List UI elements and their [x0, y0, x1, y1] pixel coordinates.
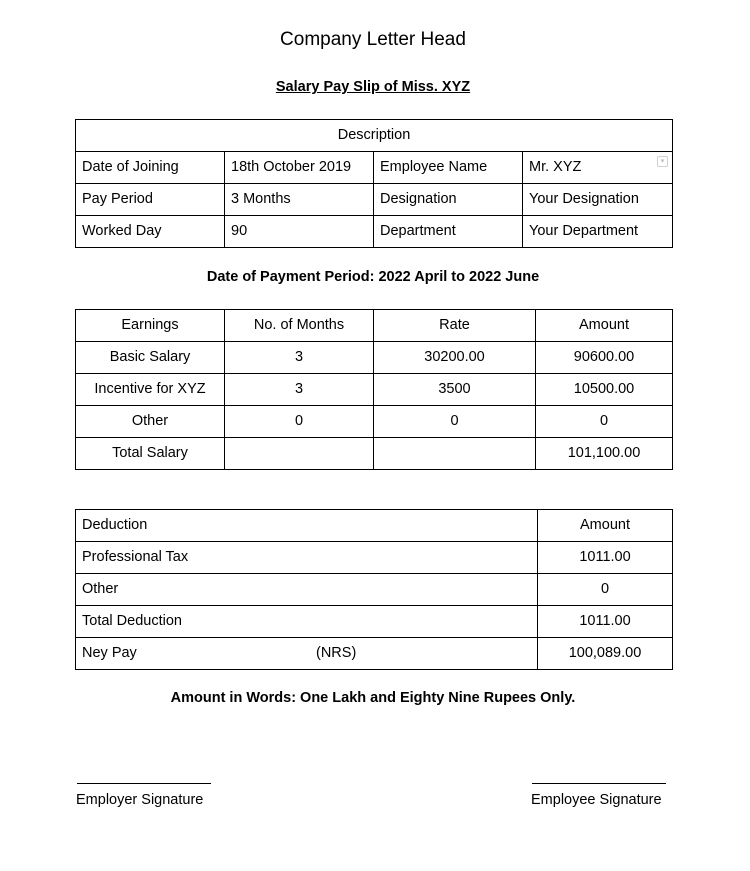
total-salary-label: Total Salary [76, 438, 225, 470]
info-table-heading: Description [76, 120, 673, 152]
earning-name: Other [76, 406, 225, 438]
slip-title: Salary Pay Slip of Miss. XYZ [275, 79, 471, 95]
earnings-table [75, 309, 673, 470]
table-row [76, 152, 673, 184]
deduction-amount: 1011.00 [538, 606, 673, 638]
earning-name: Incentive for XYZ [76, 374, 225, 406]
table-row [76, 184, 673, 216]
empty-cell [374, 438, 536, 470]
deduction-name: Professional Tax [76, 542, 538, 574]
employer-signature-label: Employer Signature [76, 792, 204, 808]
info-value: 3 Months [225, 184, 374, 216]
net-pay-currency: (NRS) [316, 645, 357, 661]
earning-name: Basic Salary [76, 342, 225, 374]
info-label: Department [374, 216, 523, 248]
info-value: 90 [225, 216, 374, 248]
earning-amount: 90600.00 [536, 342, 673, 374]
earning-rate: 30200.00 [374, 342, 536, 374]
column-header: No. of Months [225, 310, 374, 342]
table-row [76, 216, 673, 248]
info-value: Your Department [523, 216, 673, 248]
net-pay-amount: 100,089.00 [538, 638, 673, 670]
table-row [76, 606, 673, 638]
table-row [76, 374, 673, 406]
info-label: Pay Period [76, 184, 225, 216]
table-row [76, 342, 673, 374]
column-header: Earnings [76, 310, 225, 342]
chevron-down-icon[interactable]: ▾ [657, 156, 668, 167]
info-label: Worked Day [76, 216, 225, 248]
company-letter-head: Company Letter Head [280, 29, 466, 50]
column-header: Deduction [76, 510, 538, 542]
info-label: Employee Name [374, 152, 523, 184]
employer-signature-line [77, 783, 211, 784]
column-header: Rate [374, 310, 536, 342]
earning-amount: 10500.00 [536, 374, 673, 406]
total-salary-amount: 101,100.00 [536, 438, 673, 470]
employee-signature-label: Employee Signature [531, 792, 662, 808]
info-value: Mr. XYZ [529, 159, 582, 175]
total-row [76, 438, 673, 470]
net-pay-cell [76, 638, 538, 670]
table-header-row [76, 310, 673, 342]
payment-period: Date of Payment Period: 2022 April to 2022 June [206, 269, 540, 285]
info-value: 18th October 2019 [225, 152, 374, 184]
deduction-table [75, 509, 673, 670]
empty-cell [225, 438, 374, 470]
earning-months: 0 [225, 406, 374, 438]
employee-signature-line [532, 783, 666, 784]
net-pay-row [76, 638, 673, 670]
earning-rate: 0 [374, 406, 536, 438]
earning-months: 3 [225, 342, 374, 374]
table-row [76, 542, 673, 574]
info-value: Your Designation [523, 184, 673, 216]
deduction-name: Total Deduction [76, 606, 538, 638]
column-header: Amount [538, 510, 673, 542]
table-row [76, 574, 673, 606]
column-header: Amount [536, 310, 673, 342]
net-pay-label: Ney Pay [82, 645, 137, 661]
deduction-amount: 0 [538, 574, 673, 606]
deduction-amount: 1011.00 [538, 542, 673, 574]
info-label: Designation [374, 184, 523, 216]
earning-months: 3 [225, 374, 374, 406]
info-label: Date of Joining [76, 152, 225, 184]
employee-info-table [75, 119, 673, 248]
employee-name-cell[interactable] [523, 152, 673, 184]
earning-rate: 3500 [374, 374, 536, 406]
table-row [76, 406, 673, 438]
table-header-row [76, 510, 673, 542]
earning-amount: 0 [536, 406, 673, 438]
amount-in-words: Amount in Words: One Lakh and Eighty Nine Rupees Only. [170, 690, 576, 706]
deduction-name: Other [76, 574, 538, 606]
